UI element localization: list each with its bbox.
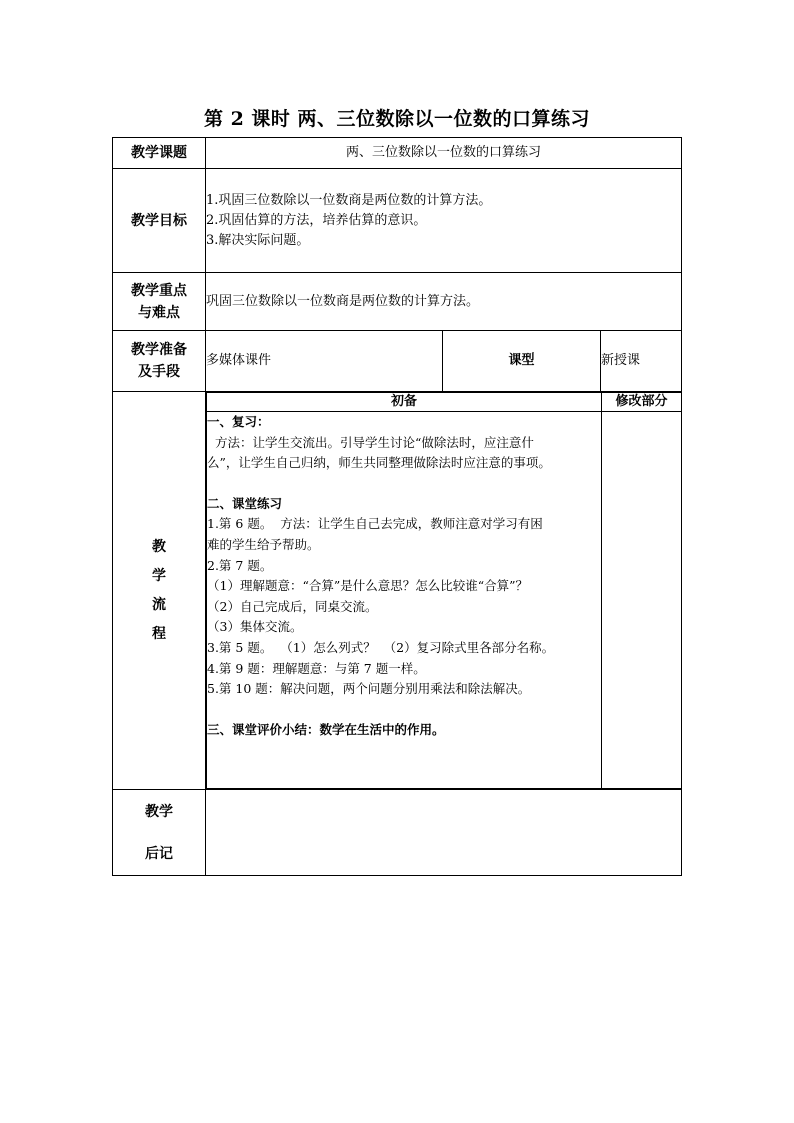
process-label-char: 教 (152, 538, 166, 555)
lesson-plan-table (112, 137, 682, 876)
process-line: 么”，让学生自己归纳，师生共同整理做除法时应注意的事项。 (207, 455, 551, 471)
process-line: （1）理解题意：“合算”是什么意思？怎么比较谁“合算”？ (207, 578, 529, 594)
row-process (113, 392, 682, 790)
lesson-type-label: 课型 (443, 331, 601, 392)
section-summary-heading: 三、课堂评价小结：数学在生活中的作用。 (207, 721, 445, 737)
key-points-label-line2: 与难点 (138, 304, 180, 321)
process-inner-table (206, 392, 682, 789)
process-line: （3）集体交流。 (207, 619, 303, 635)
revise-column-header: 修改部分 (602, 393, 682, 412)
key-points-label-line1: 教学重点 (131, 282, 187, 299)
row-topic (113, 138, 682, 169)
draft-content (207, 412, 602, 789)
process-line: 3.第 5 题。 （1）怎么列式？ （2）复习除式里各部分名称。 (207, 639, 555, 655)
process-line: 4.第 9 题：理解题意：与第 7 题一样。 (207, 660, 426, 676)
process-content (206, 392, 682, 790)
key-points-value: 巩固三位数除以一位数商是两位数的计算方法。 (206, 273, 682, 331)
afterword-label-line1: 教学 (145, 803, 173, 820)
lesson-type-value: 新授课 (601, 331, 682, 392)
row-prep (113, 331, 682, 392)
process-line: 难的学生给予帮助。 (207, 536, 320, 552)
afterword-label-line2: 后记 (145, 845, 173, 862)
key-points-label (113, 273, 206, 331)
process-label-char: 程 (152, 625, 166, 642)
prep-label (113, 331, 206, 392)
goal-item: 2.巩固估算的方法，培养估算的意识。 (206, 212, 427, 228)
prep-label-line1: 教学准备 (131, 342, 187, 358)
spacer (207, 474, 601, 494)
afterword-value (206, 790, 682, 876)
prep-value: 多媒体课件 (206, 331, 443, 392)
process-label (113, 392, 206, 790)
revise-content (602, 412, 682, 789)
process-label-char: 流 (152, 596, 166, 613)
spacer (207, 700, 601, 720)
process-line: （2）自己完成后，同桌交流。 (207, 598, 378, 614)
afterword-label (113, 790, 206, 876)
process-label-char: 学 (152, 567, 166, 584)
prep-label-line2: 及手段 (138, 364, 180, 380)
process-line: 1.第 6 题。 方法：让学生自己去完成，教师注意对学习有困 (207, 516, 543, 532)
process-line: 5.第 10 题：解决问题，两个问题分别用乘法和除法解决。 (207, 681, 531, 697)
goals-value (206, 169, 682, 273)
goals-label: 教学目标 (113, 169, 206, 273)
section-review-heading: 一、复习： (207, 414, 270, 429)
row-afterword (113, 790, 682, 876)
row-goals (113, 169, 682, 273)
draft-column-header: 初备 (207, 393, 602, 412)
page-title: 第 2 课时 两、三位数除以一位数的口算练习 (203, 108, 591, 130)
topic-label: 教学课题 (113, 138, 206, 169)
goal-item: 3.解决实际问题。 (206, 232, 310, 248)
row-key-points (113, 273, 682, 331)
goal-item: 1.巩固三位数除以一位数商是两位数的计算方法。 (206, 192, 492, 208)
section-practice-heading: 二、课堂练习 (207, 495, 283, 511)
topic-value: 两、三位数除以一位数的口算练习 (206, 138, 682, 169)
process-line: 方法：让学生交流出。引导学生讨论“做除法时，应注意什 (207, 434, 534, 450)
process-line: 2.第 7 题。 (207, 557, 273, 573)
